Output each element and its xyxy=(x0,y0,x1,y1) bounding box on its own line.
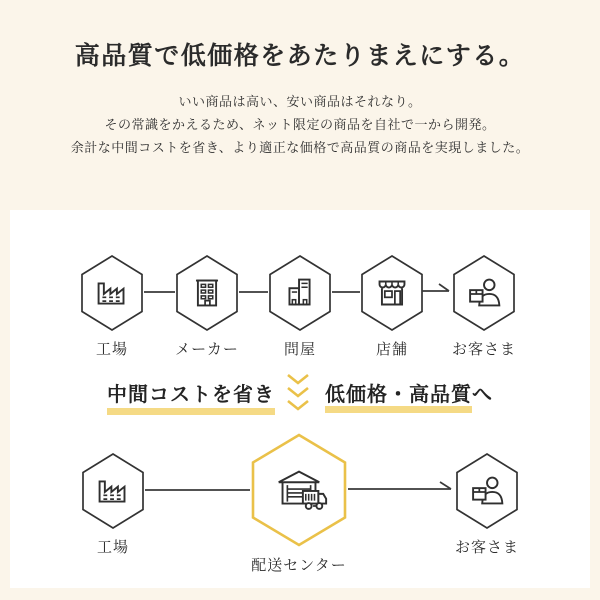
factory-icon xyxy=(90,468,136,514)
flow-step-wholesaler xyxy=(255,255,345,359)
step-label: 工場 xyxy=(95,340,128,358)
connector-line xyxy=(239,284,268,300)
flow-step-maker xyxy=(162,255,252,359)
flow-step-store xyxy=(347,255,437,359)
hexagon-accent-outline xyxy=(250,433,348,547)
step-label: 問屋 xyxy=(283,340,316,358)
result-text xyxy=(325,380,493,408)
connector-line xyxy=(145,482,250,498)
step-label: お客さま xyxy=(451,340,516,358)
hexagon-outline xyxy=(360,255,424,331)
storefront-icon xyxy=(369,270,415,316)
hexagon-outline xyxy=(452,255,516,331)
intro-line-3: 余計な中間コストを省き、より適正な価格で高品質の商品を実現しました。 xyxy=(70,141,530,156)
hexagon-outline xyxy=(81,453,145,529)
step-label: メーカー xyxy=(175,340,239,358)
office-building-icon xyxy=(184,270,230,316)
flow-step-factory xyxy=(67,255,157,359)
page-title: 高品質で低価格をあたりまえにする。 xyxy=(74,41,526,70)
warehouse-truck-icon xyxy=(268,459,330,521)
cost-cut-text: 中間コストを省き xyxy=(107,382,275,406)
flow-step-customer-direct xyxy=(442,453,532,557)
intro-text xyxy=(0,96,600,165)
customer-with-package-icon xyxy=(464,468,510,514)
transition-row xyxy=(10,372,590,416)
connector-arrow-icon xyxy=(348,476,454,492)
flow-step-distribution-center xyxy=(244,433,354,575)
factory-icon xyxy=(89,270,135,316)
hexagon-outline xyxy=(455,453,519,529)
hexagon-outline xyxy=(268,255,332,331)
hexagon-outline xyxy=(175,255,239,331)
intro-line-1: いい商品は高い、安い商品はそれなり。 xyxy=(178,95,422,110)
flow-step-factory-direct xyxy=(68,453,158,557)
result-text-highlighted: 低価格・高品質 xyxy=(325,382,472,406)
step-label: お客さま xyxy=(454,538,519,556)
result-text-suffix: へ xyxy=(472,382,493,406)
connector-line xyxy=(144,284,175,300)
flow-step-customer xyxy=(439,255,529,359)
connector-arrow-icon xyxy=(422,278,452,294)
customer-with-package-icon xyxy=(461,270,507,316)
triple-chevron-down-icon xyxy=(285,373,311,415)
wholesaler-buildings-icon xyxy=(277,270,323,316)
step-label: 配送センター xyxy=(251,556,347,574)
hexagon-outline xyxy=(80,255,144,331)
intro-line-2: その常識をかえるため、ネット限定の商品を自社で一から開発。 xyxy=(104,118,496,133)
connector-line xyxy=(332,284,360,300)
step-label: 店舗 xyxy=(375,340,408,358)
step-label: 工場 xyxy=(96,538,129,556)
